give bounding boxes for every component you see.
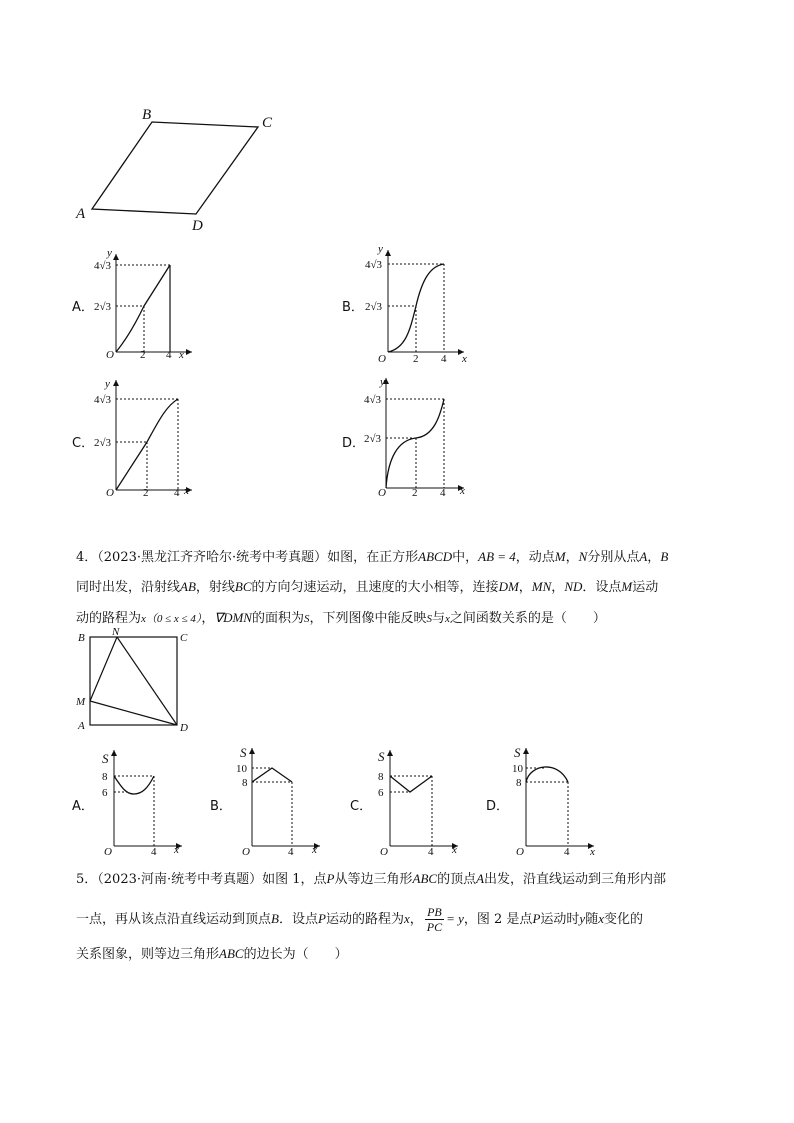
curve	[526, 767, 568, 782]
x-end: 4	[288, 846, 294, 858]
x-end: 4	[151, 846, 157, 858]
vertex-c: C	[262, 115, 273, 131]
s-axis-label: S	[514, 745, 521, 760]
q3-graph-d	[362, 376, 472, 501]
q4-graph-b	[232, 742, 332, 857]
vertex-c: C	[180, 632, 188, 644]
square-figure	[72, 625, 202, 735]
y-mid: 2√3	[365, 301, 383, 313]
parallelogram-figure	[60, 100, 300, 240]
q3-option-b-label: B．	[342, 300, 364, 315]
point-m: M	[76, 696, 86, 708]
x-end: 4	[440, 487, 446, 499]
x-axis-label: x	[460, 485, 465, 497]
curve	[386, 399, 444, 488]
y-axis-label: y	[378, 243, 383, 255]
q4-graph-c	[372, 744, 472, 859]
s-mid: 8	[516, 777, 522, 789]
x-axis-label: x	[452, 844, 457, 856]
q3-graph-b	[362, 240, 472, 365]
vertex-b: B	[78, 632, 85, 644]
s-top: 10	[512, 763, 523, 775]
y-axis-label: y	[107, 247, 112, 259]
s-top: 10	[236, 763, 247, 775]
square-shape	[90, 637, 177, 725]
x-mid: 2	[413, 353, 419, 365]
curve	[116, 265, 170, 352]
origin: O	[106, 349, 114, 361]
curve	[390, 776, 432, 792]
parallelogram-shape	[92, 122, 258, 214]
pb-over-pc-fraction: $\frac{PB}{PC}$	[426, 905, 443, 934]
point-n: N	[112, 626, 120, 638]
vertex-d: D	[180, 722, 188, 734]
q5-line-2: 一点，再从该点沿直线运动到顶点B．设点P运动的路程为x， $\frac{PB}{PC}$ = y，图 2 是点P运动时y随x变化的	[76, 905, 643, 934]
curve	[114, 776, 154, 794]
x-end: 4	[564, 846, 570, 858]
origin: O	[242, 846, 250, 858]
q4-option-d-label: D．	[486, 799, 510, 814]
x-axis-label: x	[179, 349, 184, 361]
s-mid: 6	[378, 787, 384, 799]
x-axis-label: x	[184, 485, 189, 497]
s-axis-label: S	[378, 749, 385, 764]
q4-option-c-label: C．	[350, 799, 373, 814]
s-top: 8	[102, 771, 108, 783]
x-mid: 2	[140, 349, 146, 361]
vertex-d: D	[192, 218, 203, 234]
q5-line-3: 关系图象，则等边三角形ABC的边长为（ ）	[76, 946, 348, 962]
q4-line-1: 4．（2023·黑龙江齐齐哈尔·统考中考真题）如图，在正方形ABCD中，AB = 4，动点M，N分别从点A，B	[76, 549, 669, 565]
x-end: 4	[174, 487, 180, 499]
y-top: 4√3	[94, 260, 112, 272]
x-end: 4	[166, 349, 172, 361]
origin: O	[104, 846, 112, 858]
vertex-a: A	[78, 720, 85, 732]
origin: O	[516, 846, 524, 858]
q4-option-a-label: A．	[72, 799, 94, 814]
y-top: 4√3	[365, 259, 383, 271]
origin: O	[378, 487, 386, 499]
origin: O	[106, 487, 114, 499]
s-mid: 8	[242, 777, 248, 789]
q4-graph-d	[508, 742, 608, 857]
q4-line-2: 同时出发，沿射线AB，射线BC的方向匀速运动，且速度的大小相等，连接DM，MN，ND．设点M运动	[76, 579, 659, 595]
q3-option-a-label: A．	[72, 300, 94, 315]
origin: O	[380, 846, 388, 858]
x-end: 4	[441, 353, 447, 365]
q3-graph-c	[92, 378, 202, 503]
curve	[116, 399, 178, 490]
y-mid: 2√3	[364, 433, 382, 445]
s-axis-label: S	[240, 745, 247, 760]
y-mid: 2√3	[94, 437, 112, 449]
x-mid: 2	[143, 487, 149, 499]
x-axis-label: x	[462, 353, 467, 365]
x-end: 4	[428, 846, 434, 858]
s-axis-label: S	[102, 751, 109, 766]
vertex-a: A	[76, 206, 86, 222]
x-axis-label: x	[312, 844, 317, 856]
q4-line-3: 动的路程为x（0 ≤ x ≤ 4），∇DMN的面积为S，下列图像中能反映S与x之间函数关系的是（ ）	[76, 610, 606, 626]
origin: O	[378, 353, 386, 365]
q4-graph-a	[96, 744, 196, 859]
q3-graph-a	[92, 240, 202, 365]
s-mid: 6	[102, 787, 108, 799]
y-top: 4√3	[364, 394, 382, 406]
y-axis-label: y	[380, 376, 385, 388]
q3-option-c-label: C．	[72, 436, 95, 451]
curve	[252, 768, 292, 782]
y-axis-label: y	[105, 378, 110, 390]
q5-line-1: 5．（2023·河南·统考中考真题）如图 1，点P从等边三角形ABC的顶点A出发，沿直线运动到三角形内部	[76, 871, 667, 887]
x-axis-label: x	[174, 844, 179, 856]
x-axis-label: x	[590, 846, 595, 858]
y-top: 4√3	[94, 394, 112, 406]
s-top: 8	[378, 771, 384, 783]
y-mid: 2√3	[94, 301, 112, 313]
q4-option-b-label: B．	[210, 799, 232, 814]
x-mid: 2	[412, 487, 418, 499]
vertex-b: B	[142, 107, 152, 123]
q3-option-d-label: D．	[342, 436, 366, 451]
